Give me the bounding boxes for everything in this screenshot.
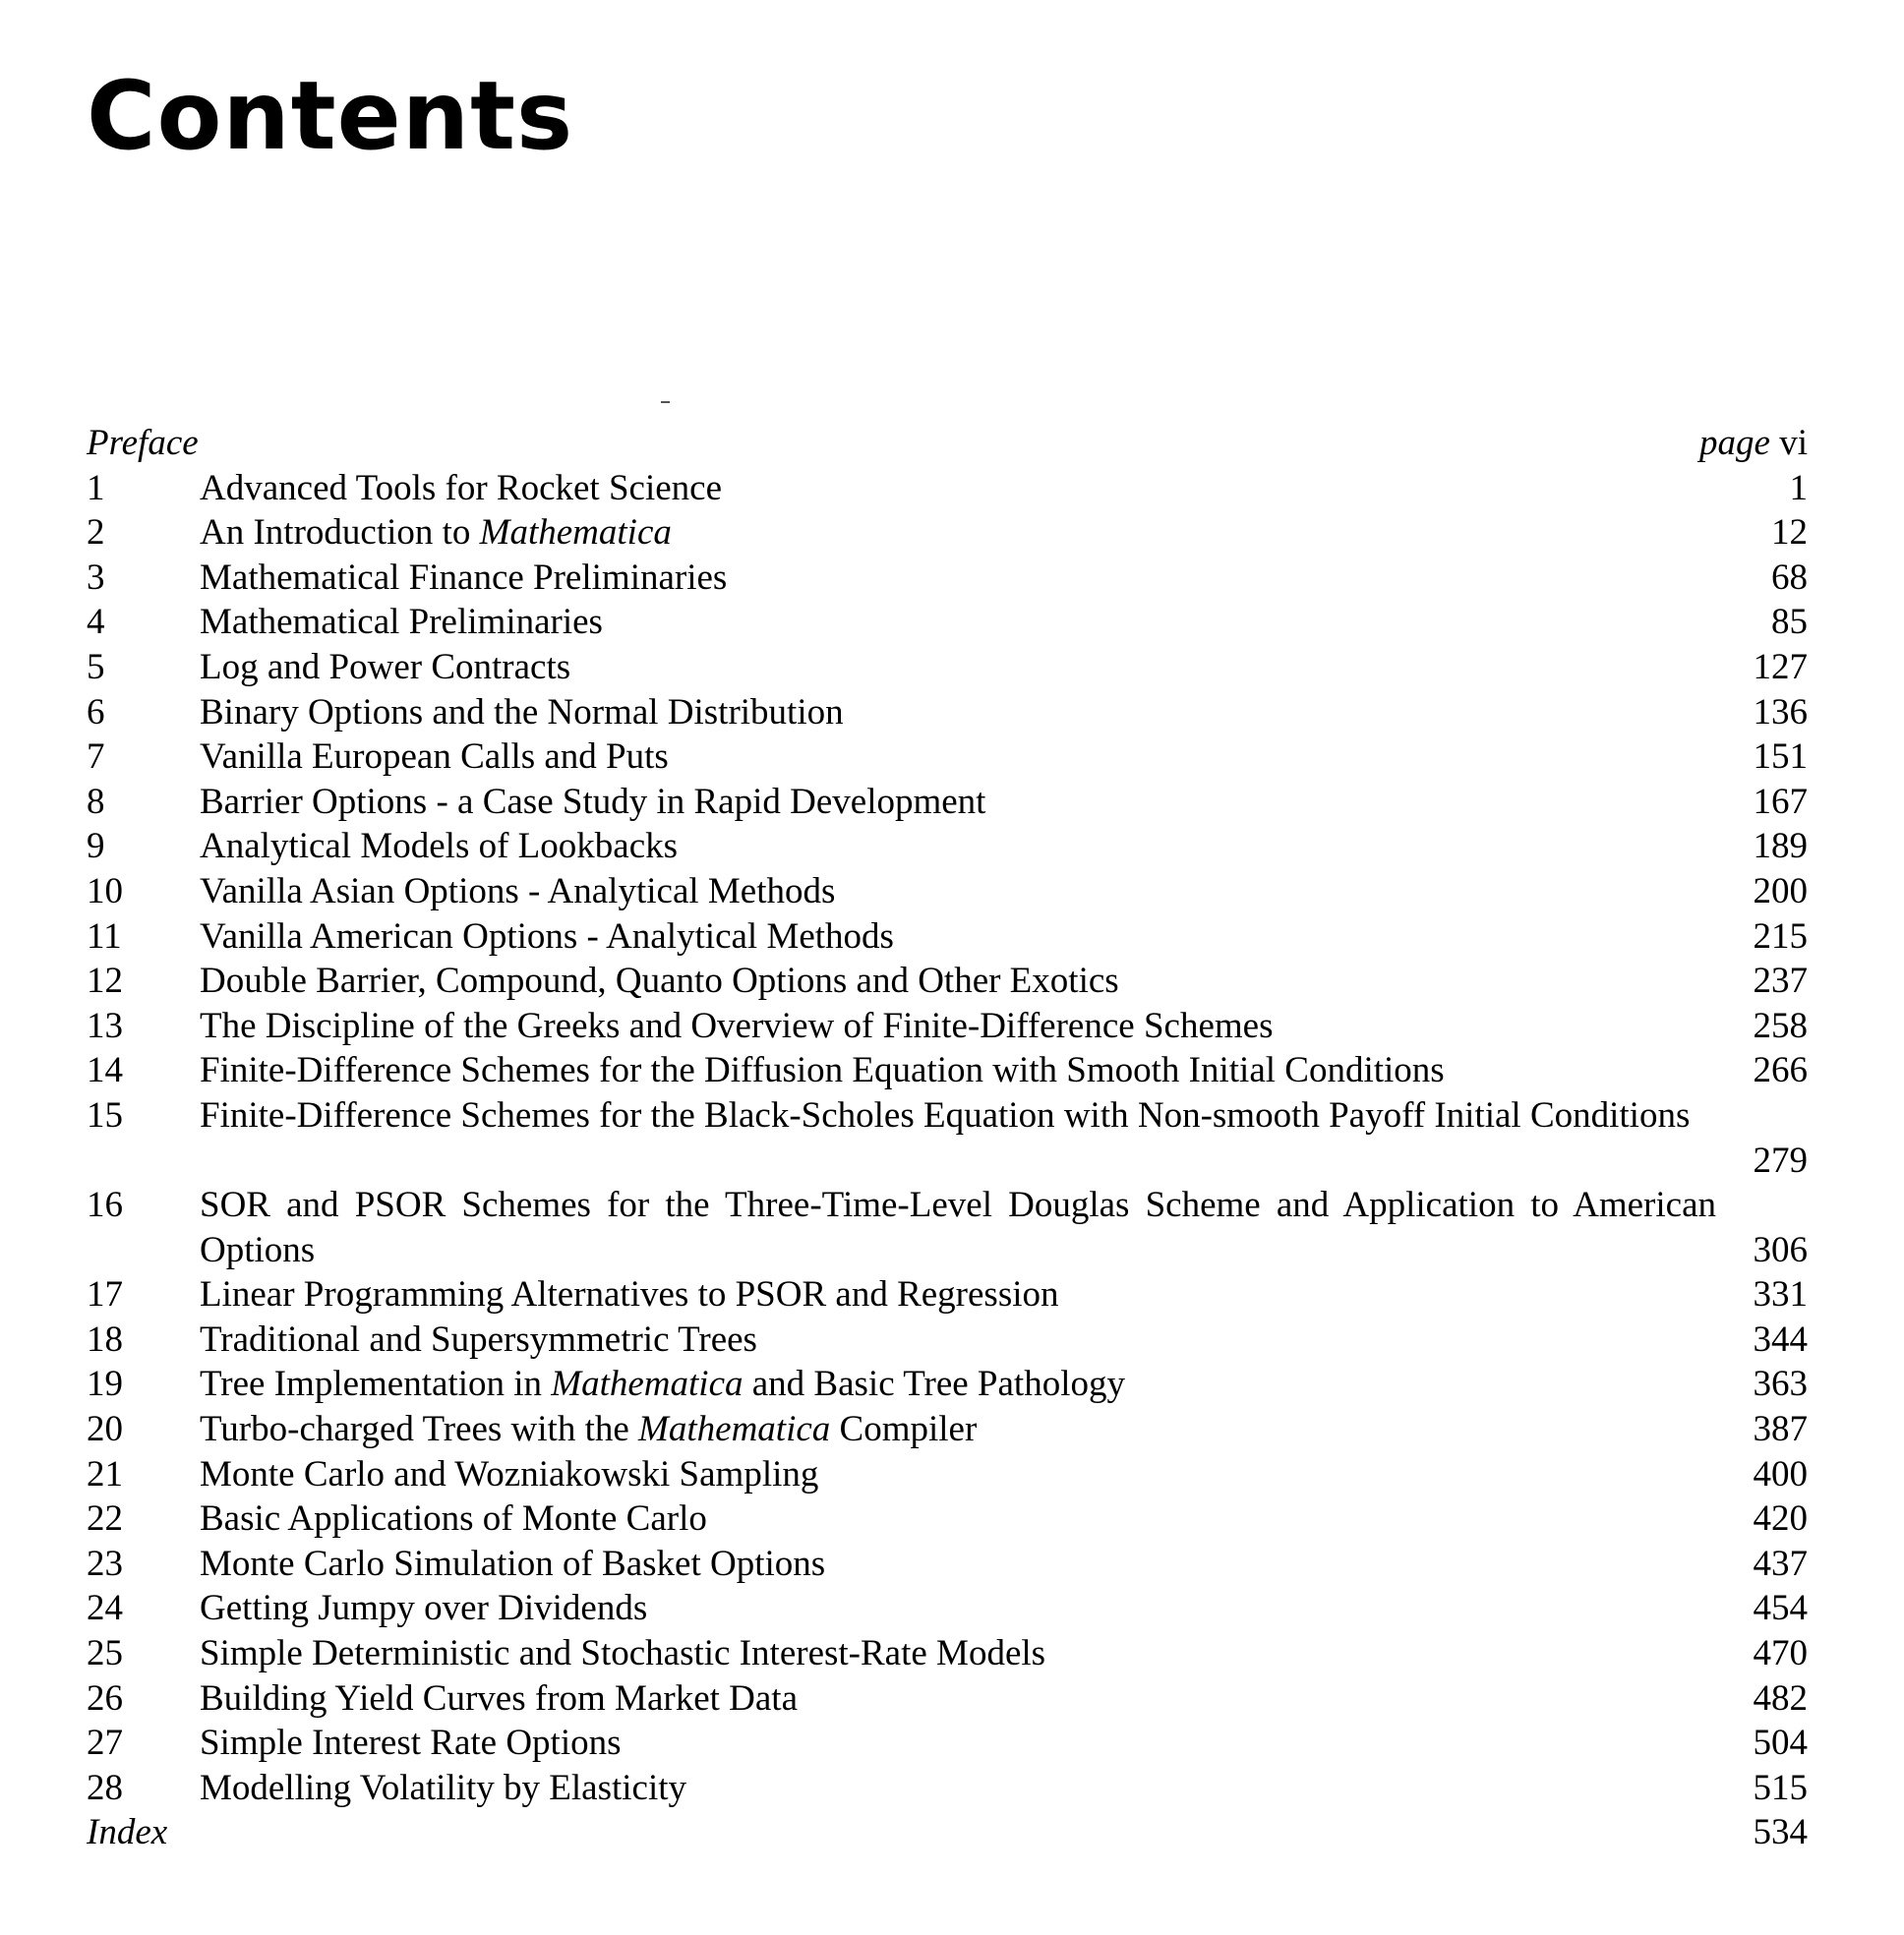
toc-chapter-row[interactable] <box>87 510 1808 556</box>
chapter-number: 12 <box>87 961 123 1002</box>
chapter-number: 4 <box>87 602 105 643</box>
preface-label: Preface <box>87 423 199 463</box>
chapter-page-number: 454 <box>1753 1588 1808 1629</box>
preface-page-number: vi <box>1779 423 1808 463</box>
toc-chapter-row[interactable] <box>87 824 1808 869</box>
preface-page <box>1699 421 1808 466</box>
toc-chapter-row[interactable] <box>87 1183 1808 1272</box>
chapter-title: Simple Interest Rate Options <box>200 1723 622 1764</box>
chapter-title: Log and Power Contracts <box>200 646 571 687</box>
chapter-title: Basic Applications of Monte Carlo <box>200 1498 707 1540</box>
chapter-number: 14 <box>87 1050 123 1091</box>
toc-chapter-row[interactable] <box>87 690 1808 735</box>
chapter-number: 9 <box>87 826 105 867</box>
chapter-page-number: 504 <box>1753 1723 1808 1764</box>
toc-chapter-row[interactable] <box>87 1766 1808 1811</box>
toc-chapter-row[interactable] <box>87 1721 1808 1766</box>
chapter-number: 2 <box>87 512 105 554</box>
chapter-title-emphasis: Mathematica <box>479 512 672 554</box>
chapter-page-number: 167 <box>1753 781 1808 822</box>
chapter-page-number: 400 <box>1753 1453 1808 1495</box>
chapter-title: Building Yield Curves from Market Data <box>200 1677 798 1719</box>
chapter-title: Advanced Tools for Rocket Science <box>200 467 723 508</box>
chapter-number: 28 <box>87 1767 123 1808</box>
chapter-number: 26 <box>87 1677 123 1719</box>
chapter-page-number: 189 <box>1753 826 1808 867</box>
chapter-list <box>87 466 1808 1811</box>
chapter-title: Simple Deterministic and Stochastic Interest-Rate Models <box>200 1633 1046 1674</box>
chapter-title: Mathematical Preliminaries <box>200 602 603 643</box>
chapter-number: 13 <box>87 1005 123 1046</box>
chapter-page-number: 482 <box>1753 1677 1808 1719</box>
chapter-page-number: 344 <box>1753 1319 1808 1360</box>
toc-chapter-row[interactable] <box>87 1542 1808 1587</box>
chapter-title: Turbo-charged Trees with the Mathematica Compiler <box>200 1409 978 1450</box>
chapter-title: Analytical Models of Lookbacks <box>200 826 679 867</box>
toc-chapter-row[interactable] <box>87 1452 1808 1497</box>
chapter-page-number: 437 <box>1753 1543 1808 1584</box>
toc-chapter-row[interactable] <box>87 466 1808 511</box>
chapter-page-number: 420 <box>1753 1498 1808 1540</box>
chapter-number: 10 <box>87 870 123 911</box>
chapter-number: 1 <box>87 467 105 508</box>
chapter-page-number: 12 <box>1771 512 1808 554</box>
toc-index-row[interactable] <box>87 1810 1808 1855</box>
chapter-title: Modelling Volatility by Elasticity <box>200 1767 687 1808</box>
toc-chapter-row[interactable] <box>87 1362 1808 1407</box>
chapter-number: 20 <box>87 1409 123 1450</box>
chapter-title: Finite-Difference Schemes for the Diffusion Equation with Smooth Initial Conditions <box>200 1050 1445 1091</box>
toc-chapter-row[interactable] <box>87 780 1808 825</box>
chapter-page-number: 200 <box>1753 870 1808 911</box>
chapter-number: 3 <box>87 557 105 598</box>
chapter-number: 6 <box>87 691 105 733</box>
index-label: Index <box>87 1812 168 1853</box>
chapter-page-number: 1 <box>1789 467 1808 508</box>
toc-chapter-row[interactable] <box>87 959 1808 1004</box>
index-page: 534 <box>1753 1812 1808 1853</box>
chapter-title: SOR and PSOR Schemes for the Three-Time-Level Douglas Scheme and Application to American Options <box>200 1185 1716 1270</box>
chapter-number: 21 <box>87 1453 123 1495</box>
chapter-title: Vanilla American Options - Analytical Methods <box>200 915 894 957</box>
chapter-title: Getting Jumpy over Dividends <box>200 1588 648 1629</box>
chapter-title: Binary Options and the Normal Distribution <box>200 691 844 733</box>
toc-chapter-row[interactable] <box>87 1496 1808 1542</box>
toc-chapter-row[interactable] <box>87 1004 1808 1049</box>
chapter-title: Linear Programming Alternatives to PSOR and Regression <box>200 1274 1059 1316</box>
toc-chapter-row[interactable] <box>87 1676 1808 1722</box>
chapter-number: 16 <box>87 1185 123 1226</box>
chapter-title-emphasis: Mathematica <box>551 1364 744 1405</box>
chapter-title: Monte Carlo and Wozniakowski Sampling <box>200 1453 819 1495</box>
toc-chapter-row[interactable] <box>87 645 1808 690</box>
stray-mark <box>661 401 670 403</box>
chapter-page-number: 136 <box>1753 691 1808 733</box>
chapter-page-number: 215 <box>1753 915 1808 957</box>
chapter-page-number: 470 <box>1753 1633 1808 1674</box>
chapter-number: 24 <box>87 1588 123 1629</box>
chapter-page-number: 68 <box>1771 557 1808 598</box>
toc-chapter-row[interactable] <box>87 1048 1808 1093</box>
chapter-title: Vanilla Asian Options - Analytical Methods <box>200 870 836 911</box>
chapter-page-number: 363 <box>1753 1364 1808 1405</box>
toc-chapter-row[interactable] <box>87 1586 1808 1631</box>
chapter-number: 5 <box>87 646 105 687</box>
chapter-number: 17 <box>87 1274 123 1316</box>
chapter-page-number: 306 <box>1753 1229 1808 1270</box>
toc-chapter-row[interactable] <box>87 1272 1808 1318</box>
toc-chapter-row[interactable] <box>87 600 1808 645</box>
chapter-title: An Introduction to Mathematica <box>200 512 672 554</box>
chapter-number: 7 <box>87 736 105 778</box>
chapter-page-number: 85 <box>1771 602 1808 643</box>
chapter-page-number: 237 <box>1753 961 1808 1002</box>
chapter-title: Barrier Options - a Case Study in Rapid Development <box>200 781 986 822</box>
toc-chapter-row[interactable] <box>87 734 1808 780</box>
toc-chapter-row[interactable] <box>87 869 1808 914</box>
chapter-page-number: 127 <box>1753 646 1808 687</box>
chapter-number: 11 <box>87 915 122 957</box>
chapter-number: 23 <box>87 1543 123 1584</box>
chapter-number: 18 <box>87 1319 123 1360</box>
chapter-number: 19 <box>87 1364 123 1405</box>
chapter-title: Monte Carlo Simulation of Basket Options <box>200 1543 826 1584</box>
chapter-title: Double Barrier, Compound, Quanto Options and Other Exotics <box>200 961 1119 1002</box>
chapter-page-number: 387 <box>1753 1409 1808 1450</box>
page-title: Contents <box>87 61 574 171</box>
chapter-page-number: 279 <box>1753 1140 1808 1181</box>
chapter-title: Vanilla European Calls and Puts <box>200 736 669 778</box>
toc-chapter-row[interactable] <box>87 1093 1808 1183</box>
page-prefix: page <box>1699 423 1770 463</box>
toc-chapter-row[interactable] <box>87 1631 1808 1676</box>
chapter-page-number: 258 <box>1753 1005 1808 1046</box>
toc-chapter-row[interactable] <box>87 914 1808 960</box>
toc-preface-row[interactable] <box>87 421 1808 466</box>
chapter-number: 8 <box>87 781 105 822</box>
chapter-number: 27 <box>87 1723 123 1764</box>
chapter-title: Mathematical Finance Preliminaries <box>200 557 728 598</box>
chapter-title: Traditional and Supersymmetric Trees <box>200 1319 757 1360</box>
table-of-contents <box>87 421 1808 1855</box>
chapter-title: Finite-Difference Schemes for the Black-Scholes Equation with Non-smooth Payoff Initial Conditions <box>200 1094 1691 1136</box>
chapter-page-number: 331 <box>1753 1274 1808 1316</box>
chapter-title: The Discipline of the Greeks and Overview of Finite-Difference Schemes <box>200 1005 1274 1046</box>
chapter-title-emphasis: Mathematica <box>638 1409 831 1450</box>
chapter-page-number: 151 <box>1753 736 1808 778</box>
chapter-number: 22 <box>87 1498 123 1540</box>
chapter-title: Tree Implementation in Mathematica and Basic Tree Pathology <box>200 1364 1125 1405</box>
toc-chapter-row[interactable] <box>87 1318 1808 1363</box>
chapter-page-number: 515 <box>1753 1767 1808 1808</box>
chapter-number: 25 <box>87 1633 123 1674</box>
chapter-page-number: 266 <box>1753 1050 1808 1091</box>
chapter-number: 15 <box>87 1094 123 1136</box>
toc-chapter-row[interactable] <box>87 1407 1808 1452</box>
toc-chapter-row[interactable] <box>87 556 1808 601</box>
